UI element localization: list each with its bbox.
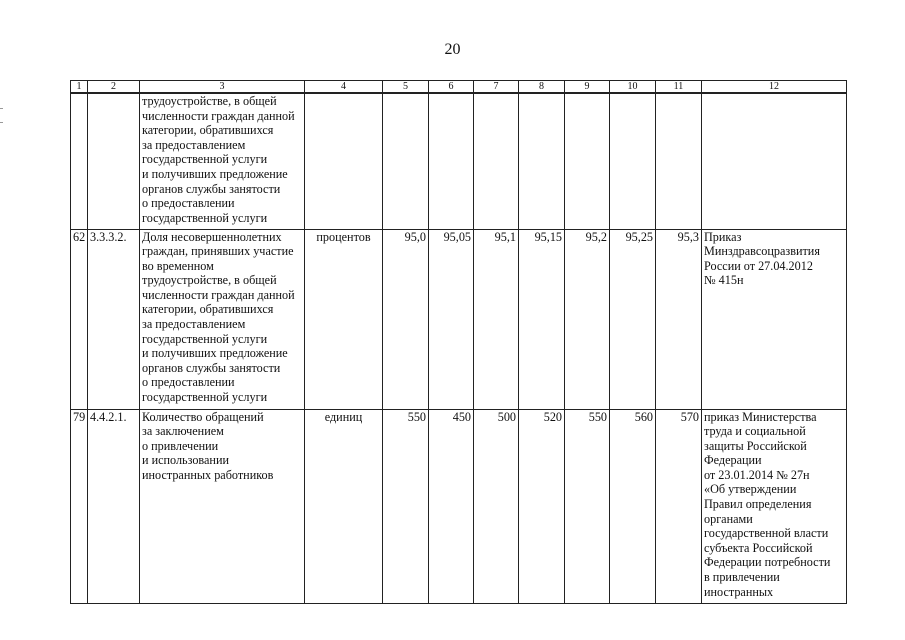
scan-edge-mark bbox=[0, 108, 3, 109]
value-cell: 95,0 bbox=[383, 229, 429, 409]
row-code: 4.4.2.1. bbox=[88, 409, 140, 603]
value-cell: 550 bbox=[565, 409, 610, 603]
column-header: 1 bbox=[71, 81, 88, 94]
column-header: 10 bbox=[610, 81, 656, 94]
value-cell: 520 bbox=[519, 409, 565, 603]
legal-basis bbox=[702, 93, 847, 229]
row-code bbox=[88, 93, 140, 229]
column-number-row bbox=[71, 81, 847, 94]
indicator-name: Количество обращений за заключением о привлечении и использовании иностранных работников bbox=[140, 409, 305, 603]
value-cell bbox=[519, 93, 565, 229]
value-cell bbox=[656, 93, 702, 229]
column-header: 11 bbox=[656, 81, 702, 94]
column-header: 12 bbox=[702, 81, 847, 94]
value-cell: 95,25 bbox=[610, 229, 656, 409]
table-row bbox=[71, 93, 847, 229]
unit: процентов bbox=[305, 229, 383, 409]
column-header: 4 bbox=[305, 81, 383, 94]
value-cell: 550 bbox=[383, 409, 429, 603]
value-cell bbox=[610, 93, 656, 229]
indicator-name: Доля несовершеннолетних граждан, принявших участие во временном трудоустройстве, в общей численности граждан данной категории, обратившихся за предоставлением государственной услуги и получивших предложение органов службы занятости о предоставлении государственной услуги bbox=[140, 229, 305, 409]
column-header: 5 bbox=[383, 81, 429, 94]
value-cell bbox=[429, 93, 474, 229]
value-cell: 450 bbox=[429, 409, 474, 603]
indicators-table bbox=[70, 80, 847, 604]
column-header: 6 bbox=[429, 81, 474, 94]
value-cell: 95,3 bbox=[656, 229, 702, 409]
legal-basis: приказ Министерства труда и социальной защиты Российской Федерации от 23.01.2014 № 27н «Об утверждении Правил определения органами государственной власти субъекта Российской Федерации потребности в привлечении иностранных bbox=[702, 409, 847, 603]
value-cell: 95,05 bbox=[429, 229, 474, 409]
value-cell bbox=[565, 93, 610, 229]
column-header: 7 bbox=[474, 81, 519, 94]
row-number: 79 bbox=[71, 409, 88, 603]
value-cell: 560 bbox=[610, 409, 656, 603]
row-number bbox=[71, 93, 88, 229]
indicator-name: трудоустройстве, в общей численности граждан данной категории, обратившихся за предоставлением государственной услуги и получивших предложение органов службы занятости о предоставлении государственной услуги bbox=[140, 93, 305, 229]
unit: единиц bbox=[305, 409, 383, 603]
page-number: 20 bbox=[444, 41, 461, 58]
row-code: 3.3.3.2. bbox=[88, 229, 140, 409]
value-cell: 95,1 bbox=[474, 229, 519, 409]
row-number: 62 bbox=[71, 229, 88, 409]
unit bbox=[305, 93, 383, 229]
column-header: 9 bbox=[565, 81, 610, 94]
value-cell: 500 bbox=[474, 409, 519, 603]
value-cell bbox=[474, 93, 519, 229]
table-row bbox=[71, 409, 847, 603]
value-cell: 95,15 bbox=[519, 229, 565, 409]
value-cell: 95,2 bbox=[565, 229, 610, 409]
column-header: 2 bbox=[88, 81, 140, 94]
legal-basis: Приказ Минздравсоцразвития России от 27.04.2012 № 415н bbox=[702, 229, 847, 409]
column-header: 8 bbox=[519, 81, 565, 94]
column-header: 3 bbox=[140, 81, 305, 94]
value-cell bbox=[383, 93, 429, 229]
scan-edge-mark bbox=[0, 122, 3, 123]
value-cell: 570 bbox=[656, 409, 702, 603]
table-row bbox=[71, 229, 847, 409]
